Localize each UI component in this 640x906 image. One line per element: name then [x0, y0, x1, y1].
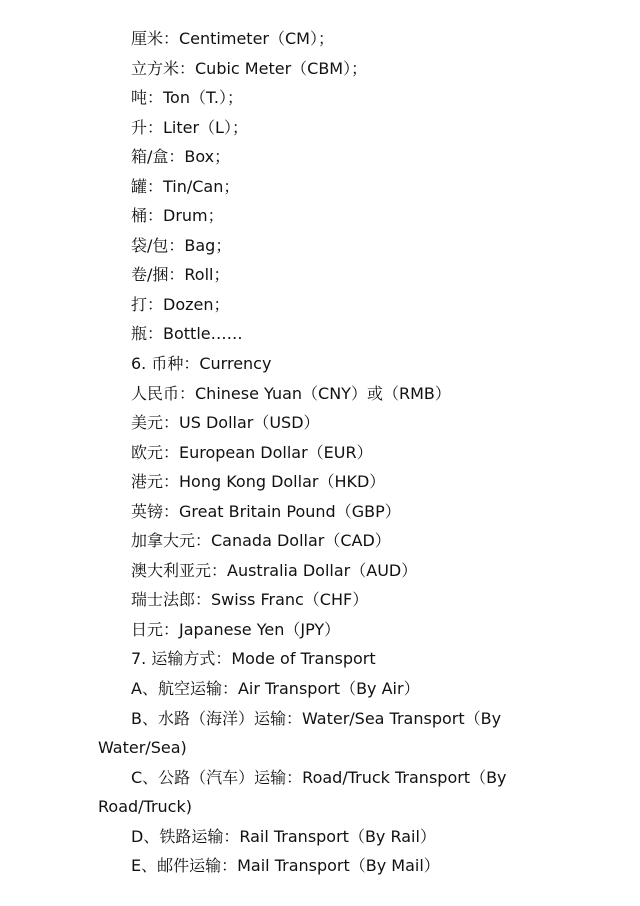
text-line: 瓶：Bottle…… [131, 324, 243, 344]
text-line: 加拿大元：Canada Dollar（CAD） [131, 531, 391, 551]
text-line: 厘米：Centimeter（CM）； [131, 29, 334, 48]
text-line: B、水路（海洋）运输：Water/Sea Transport（By [131, 708, 502, 728]
text-line: D、铁路运输：Rail Transport（By Rail） [131, 826, 436, 846]
text-line: 吨：Ton（T.）； [131, 88, 243, 108]
text-line: 立方米：Cubic Meter（CBM）； [131, 58, 368, 78]
section-heading-currency: 6. 币种：Currency [131, 354, 272, 374]
text-line: 箱/盒：Box； [131, 147, 231, 167]
text-line: 日元：Japanese Yen（JPY） [131, 619, 341, 639]
text-line-continuation: Road/Truck) [98, 797, 192, 817]
text-line: A、航空运输：Air Transport（By Air） [131, 679, 420, 699]
text-lines [0, 24, 640, 881]
text-line: 瑞士法郎：Swiss Franc（CHF） [131, 590, 369, 610]
text-line: 澳大利亚元：Australia Dollar（AUD） [131, 560, 418, 580]
text-line: 袋/包：Bag； [131, 235, 232, 255]
text-line: 卷/捆：Roll； [131, 265, 230, 285]
text-line: 美元：US Dollar（USD） [131, 413, 320, 433]
text-line: 欧元：European Dollar（EUR） [131, 442, 373, 462]
text-line: 英镑：Great Britain Pound（GBP） [131, 501, 401, 521]
text-line: 人民币：Chinese Yuan（CNY）或（RMB） [131, 383, 451, 403]
section-heading-transport: 7. 运输方式：Mode of Transport [131, 649, 376, 669]
text-line: E、邮件运输：Mail Transport（By Mail） [131, 856, 440, 876]
text-line: 桶：Drum； [131, 206, 224, 226]
text-line: 升：Liter（L）； [131, 117, 248, 137]
text-line-continuation: Water/Sea) [98, 738, 187, 758]
text-line: 打：Dozen； [131, 294, 230, 314]
text-line: 港元：Hong Kong Dollar（HKD） [131, 472, 386, 492]
text-line: 罐：Tin/Can； [131, 176, 240, 196]
text-line: C、公路（汽车）运输：Road/Truck Transport（By [131, 767, 507, 787]
